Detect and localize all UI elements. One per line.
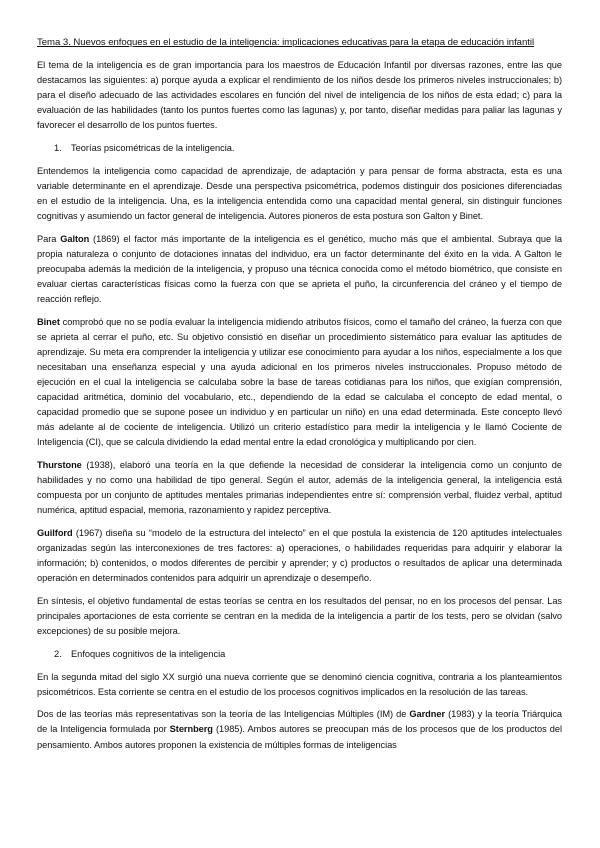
galton-author: Galton [60, 233, 90, 244]
galton-prefix: Para [37, 233, 61, 244]
section-2-heading [37, 647, 562, 662]
binet-text: comprobó que no se podía evaluar la inteligencia midiendo atributos físicos, como el tamaño del cráneo, la fuerza con que se aprieta al cerrar el puño, etc. Su objetivo consistió en diseñar un procedimiento sistemático para evaluar las aptitudes de aprendizaje. Su meta era comprender la inteligencia y utilizar ese conocimiento para ayudar a los niños, especialmente a los que necesitaban una enseñanza especial y una ayuda adicional en los primeros niveles instruccionales. Propuso método de ejecución en el cual la inteligencia se calculaba sobre la base de tareas cotidianas para los niños, que exigían comprensión, capacidad aritmética, dominio del vocabulario, etc., dependiendo de la edad se calculaba el concepto de edad mental, o capacidad promedio que se supone posee un individuo y en particular un niño) en una edad determinada. Este concepto llevó más adelante al de cociente de inteligencia. Utilizó un criterio estadístico para medir la inteligencia y le llamó Cociente de Inteligencia (CI), que se calcula dividiendo la edad mental entre la edad cronológica y multiplicando por cien. [37, 316, 562, 448]
binet-paragraph [37, 315, 562, 451]
intro-paragraph: El tema de la inteligencia es de gran importancia para los maestros de Educación Infantil por diversas razones, entre las que destacamos las siguientes: a) porque ayuda a explicar el rendimiento de los niños desde los primeros niveles instruccionales; b) para el diseño adecuado de las actividades escolares en función del nivel de inteligencia de los niños de esta edad; c) para la evaluación de las habilidades (tanto los puntos fuertes como las lagunas) y, por tanto, diseñar medidas para paliar las lagunas y favorecer el desarrollo de los puntos fuertes. [37, 60, 562, 131]
section-1-title: Teorías psicométricas de la inteligencia. [71, 143, 235, 154]
thurstone-text: (1938), elaboró una teoría en la que defiende la necesidad de considerar la inteligencia como un conjunto de habilidades y no como una habilidad de tipo general. Según el autor, además de la inteligencia general, la inteligencia está compuesta por un conjunto de aptitudes mentales primarias independientes entre sí: comprensión verbal, fluidez verbal, aptitud numérica, aptitud espacial, memoria, razonamiento y rapidez perceptiva. [37, 460, 562, 516]
galton-text: (1869) el factor más importante de la inteligencia es el genético, mucho más que el ambiental. Subraya que la propia naturaleza o conjunto de dotaciones innatas del individuo, era un factor determinante del éxito en la vida. A Galton le preocupaba además la medición de la inteligencia, y propuso una técnica conocida como el método biométrico, que consiste en evaluar ciertas características físicas como la fuerza con que se aprieta el puño, la circunferencia del cráneo y el tiempo de reacción reflejo. [37, 233, 563, 304]
cognitive-science-paragraph: En la segunda mitad del siglo XX surgió una nueva corriente que se denominó ciencia cognitiva, contraria a los planteamientos psicométricos. Esta corriente se centra en el estudio de los procesos cognitivos implicados en la resolución de las tareas. [37, 671, 562, 697]
section-2-number: 2. [54, 648, 62, 659]
synthesis-paragraph: En síntesis, el objetivo fundamental de estas teorías se centra en los resultados del pensar, no en los procesos del pensar. Las principales aportaciones de esta corriente se centran en la medida de la inteligencia a partir de los tests, pero se olvidan (salvo excepciones) de su posible mejora. [37, 596, 562, 637]
binet-author: Binet [37, 316, 60, 327]
guilford-text: (1967) diseña su “modelo de la estructura del intelecto” en el que postula la existencia de 120 aptitudes intelectuales organizadas según las interconexiones de tres factores: a) operaciones, o habilidades requeridas para adquirir y elaborar la información; b) contenidos, o modos diferentes de percibir y aprender; y c) productos o resultados de aplicar una determinada operación en determinados contenidos para adquirir un aprendizaje o desempeño. [37, 528, 562, 584]
thurstone-author: Thurstone [37, 460, 82, 471]
section-2-title: Enfoques cognitivos de la inteligencia [71, 648, 226, 659]
gardner-sternberg-text-1: Dos de las teorías más representativas son la teoría de las Inteligencias Múltiples (IM) de [37, 709, 410, 720]
guilford-paragraph [37, 526, 562, 586]
section-1-heading [37, 141, 562, 156]
gardner-sternberg-paragraph [37, 707, 562, 752]
section-1-number: 1. [54, 143, 62, 154]
guilford-author: Guilford [37, 528, 73, 539]
intelligence-definition-paragraph: Entendemos la inteligencia como capacidad de aprendizaje, de adaptación y para pensar de forma abstracta, esta es una variable determinante en el aprendizaje. Desde una perspectiva psicométrica, podemos distinguir dos posiciones diferenciadas en el estudio de la inteligencia. Una, es la inteligencia entendida como una capacidad mental general, sin distinguir funciones cognitivas y asumiendo un factor general de inteligencia. Autores pioneros de esta postura son Galton y Binet. [37, 165, 562, 221]
galton-paragraph [37, 232, 562, 307]
sternberg-author: Sternberg [169, 724, 213, 735]
gardner-sternberg-text-2: (1983) y la teoría Triárquica de la Inteligencia formulada por [37, 709, 562, 735]
thurstone-paragraph [37, 458, 562, 518]
document-title: Tema 3. Nuevos enfoques en el estudio de la inteligencia: implicaciones educativas para la etapa de educación infantil [37, 37, 535, 48]
gardner-sternberg-text-3: (1985). Ambos autores se preocupan más de los procesos que de los productos del pensamiento. Ambos autores proponen la existencia de múltiples formas de inteligencias [37, 724, 562, 750]
gardner-author: Gardner [409, 709, 446, 720]
